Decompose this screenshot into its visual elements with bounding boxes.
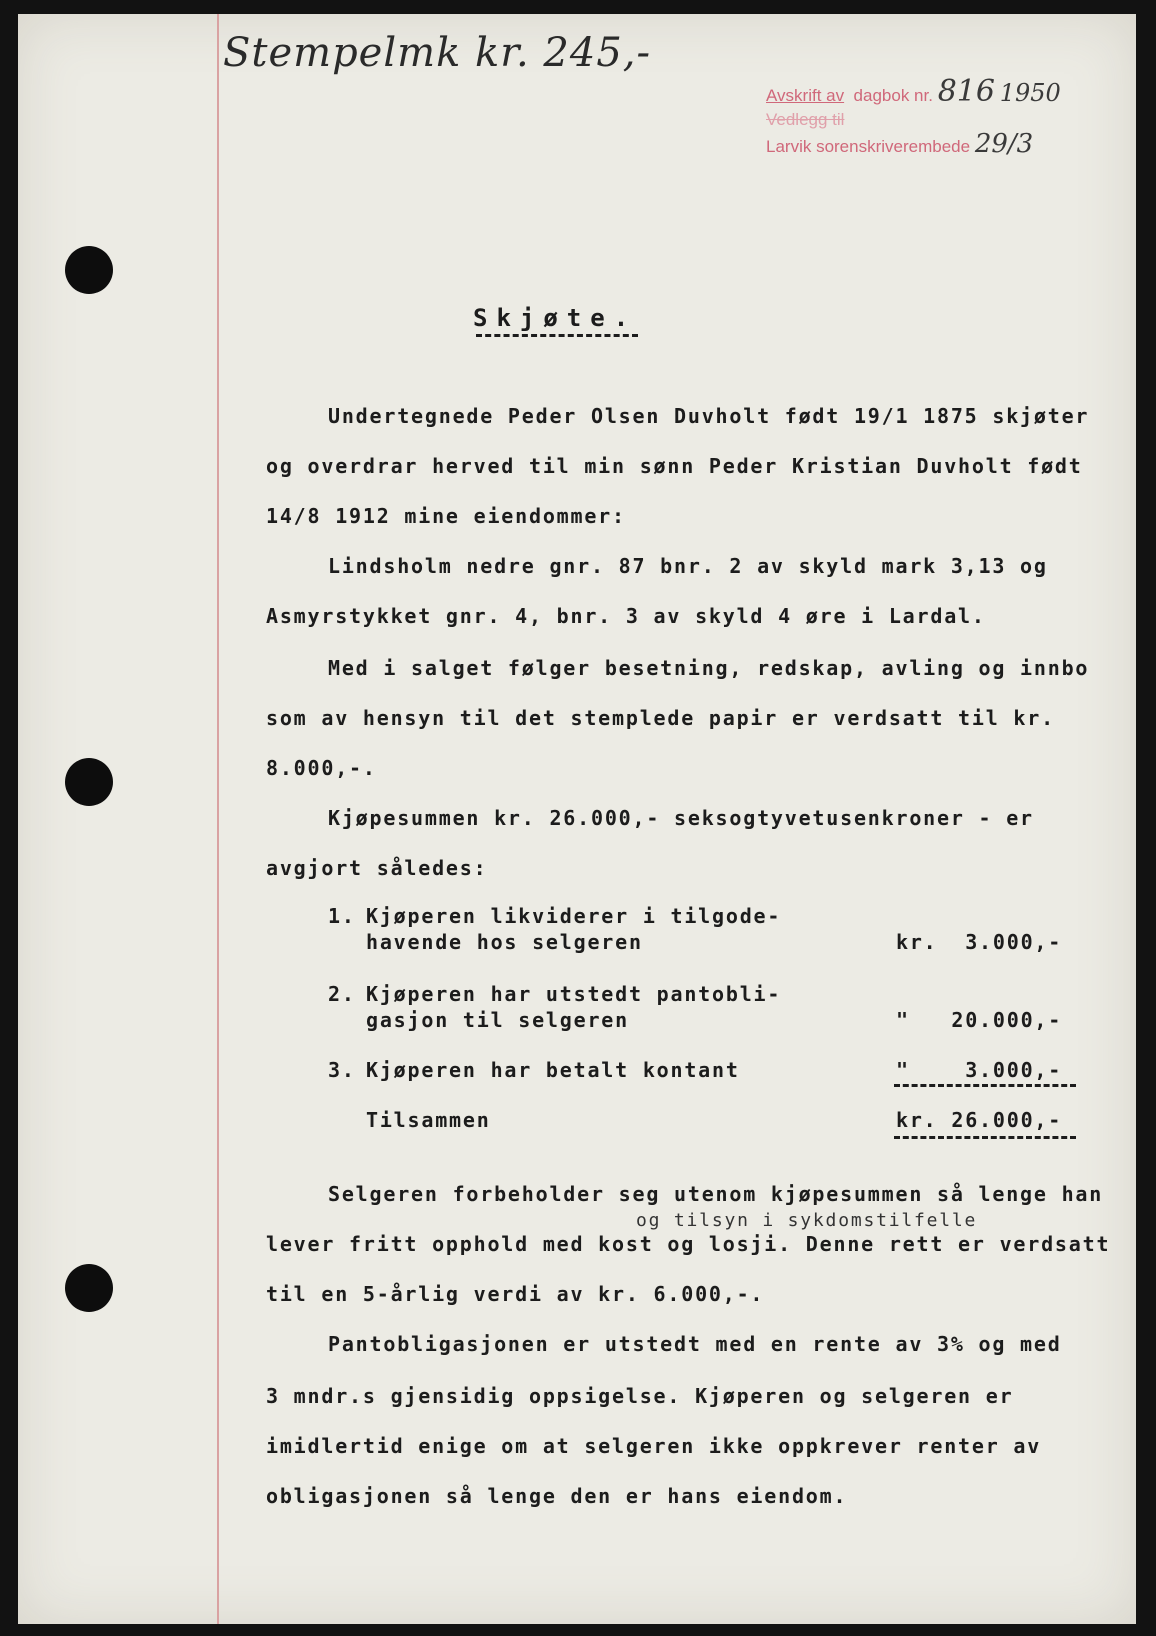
text-line: obligasjonen så lenge den er hans eiendom. [266, 1484, 848, 1508]
typed-insertion: og tilsyn i sykdomstilfelle [636, 1210, 978, 1231]
text-line: Pantobligasjonen er utstedt med en rente av 3% og med [328, 1332, 1062, 1356]
text-line: og overdrar herved til min sønn Peder Kristian Duvholt født [266, 454, 1083, 478]
stamp-duty-note: Stempelmk kr. 245,- [223, 30, 652, 76]
punch-hole [65, 758, 113, 806]
item-amount: " 20.000,- [896, 1008, 1063, 1032]
item-amount: kr. 3.000,- [896, 930, 1063, 954]
item-text: gasjon til selgeren [366, 1008, 629, 1032]
item-number: 3. [328, 1058, 356, 1082]
stamp-line1b: dagbok nr. [853, 86, 933, 105]
item-text: Kjøperen har utstedt pantobli- [366, 982, 782, 1006]
text-line: avgjort således: [266, 856, 488, 880]
text-line: som av hensyn til det stemplede papir er verdsatt til kr. [266, 706, 1055, 730]
journal-number: 816 [937, 74, 995, 109]
item-text: havende hos selgeren [366, 930, 643, 954]
text-line: 3 mndr.s gjensidig oppsigelse. Kjøperen og selgeren er [266, 1384, 1014, 1408]
total-rule [894, 1136, 1076, 1139]
document-page [18, 14, 1136, 1624]
total-amount: kr. 26.000,- [896, 1108, 1063, 1132]
item-text: Kjøperen har betalt kontant [366, 1058, 740, 1082]
text-line: til en 5-årlig verdi av kr. 6.000,-. [266, 1282, 765, 1306]
text-line: lever fritt opphold med kost og losji. Denne rett er verdsatt [266, 1232, 1111, 1256]
sum-rule [894, 1084, 1076, 1087]
item-amount: " 3.000,- [896, 1058, 1063, 1082]
journal-year: 1950 [999, 79, 1061, 107]
title-underline [476, 334, 638, 337]
text-line: Undertegnede Peder Olsen Duvholt født 19/1 1875 skjøter [328, 404, 1090, 428]
text-line: 8.000,-. [266, 756, 377, 780]
stamp-line2: Vedlegg til [766, 110, 845, 129]
text-line: Selgeren forbeholder seg utenom kjøpesummen så lenge han [328, 1182, 1104, 1206]
text-line: Asmyrstykket gnr. 4, bnr. 3 av skyld 4 øre i Lardal. [266, 604, 986, 628]
punch-hole [65, 1264, 113, 1312]
text-line: imidlertid enige om at selgeren ikke oppkrever renter av [266, 1434, 1042, 1458]
margin-line [217, 14, 219, 1624]
stamp-line3: Larvik sorenskriverembede [766, 137, 971, 156]
total-label: Tilsammen [366, 1108, 491, 1132]
text-line: Kjøpesummen kr. 26.000,- seksogtyvetusenkroner - er [328, 806, 1034, 830]
text-line: Lindsholm nedre gnr. 87 bnr. 2 av skyld mark 3,13 og [328, 554, 1048, 578]
item-number: 1. [328, 904, 356, 928]
item-text: Kjøperen likviderer i tilgode- [366, 904, 782, 928]
stamp-line1: Avskrift av [766, 86, 845, 105]
stamp-date: 29/3 [974, 129, 1034, 159]
text-line: Med i salget følger besetning, redskap, avling og innbo [328, 656, 1090, 680]
registry-stamp [766, 74, 1061, 159]
document-title: Skjøte. [473, 304, 638, 332]
punch-hole [65, 246, 113, 294]
text-line: 14/8 1912 mine eiendommer: [266, 504, 626, 528]
item-number: 2. [328, 982, 356, 1006]
